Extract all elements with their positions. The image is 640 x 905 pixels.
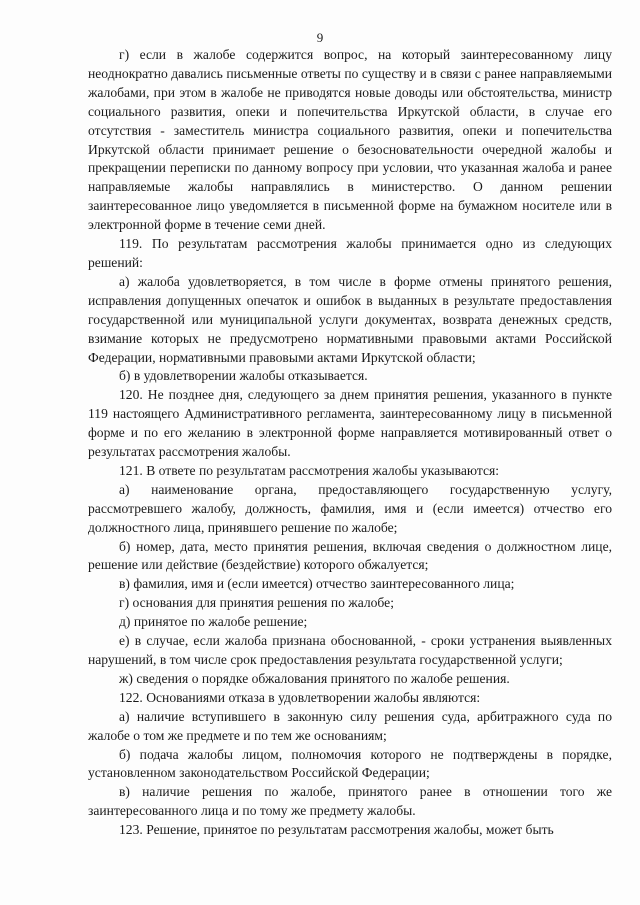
paragraph-122-b: б) подача жалобы лицом, полномочия которого не подтверждены в порядке, установленном законодательством Российской Федерации;	[88, 746, 612, 781]
paragraph-121-a: а) наименование органа, предоставляющего государственную услугу, рассмотревшего жалобу, должность, фамилия, имя и (если имеется) отчество его должностного лица, принявшего решение по жалобе;	[88, 481, 612, 535]
paragraph-119: 119. По результатам рассмотрения жалобы принимается одно из следующих решений:	[88, 236, 612, 270]
paragraph-119-a: а) жалоба удовлетворяется, в том числе в форме отмены принятого решения, исправления допущенных опечаток и ошибок в выданных в результате предоставления государственной или муниципальной услуги документах, возврата денежных средств, взимание которых не предусмотрено нормативными правовыми актами Российской Федерации, нормативными правовыми актами Иркутской области;	[88, 273, 612, 365]
paragraph-119-b: б) в удовлетворении жалобы отказывается.	[119, 368, 368, 384]
paragraph-122-a: а) наличие вступившего в законную силу решения суда, арбитражного суда по жалобе о том же предмете и по тем же основаниям;	[88, 708, 612, 743]
page-number: 9	[316, 30, 324, 45]
paragraph-122-v: в) наличие решения по жалобе, принятого ранее в отношении того же заинтересованного лица и по тому же предмету жалобы.	[88, 784, 612, 819]
paragraph-121-b: б) номер, дата, место принятия решения, включая сведения о должностном лице, решение или действие (бездействие) которого обжалуется;	[88, 538, 612, 573]
paragraph-121-g: г) основания для принятия решения по жалобе;	[119, 595, 394, 611]
document-body	[88, 46, 612, 840]
paragraph-121-zh: ж) сведения о порядке обжалования принятого по жалобе решения.	[119, 670, 510, 686]
paragraph-118-g: г) если в жалобе содержится вопрос, на который заинтересованному лицу неоднократно давались письменные ответы по существу и в связи с ранее направляемыми жалобами, при этом в жалобе не приводятся новые доводы или обстоятельства, министр социального развития, опеки и попечительства Иркутской области, в случае его отсутствия - заместитель министра социального развития, опеки и попечительства Иркутской области принимает решение о безосновательности очередной жалобы и прекращении переписки по данному вопросу при условии, что указанная жалоба и ранее направляемые жалобы направлялись в министерство. О данном решении заинтересованное лицо уведомляется в письменной форме на бумажном носителе или в электронной форме в течение семи дней.	[88, 47, 612, 233]
paragraph-121-v: в) фамилия, имя и (если имеется) отчество заинтересованного лица;	[119, 576, 515, 592]
paragraph-122: 122. Основаниями отказа в удовлетворении жалобы являются:	[119, 689, 481, 705]
paragraph-121-e: е) в случае, если жалоба признана обоснованной, - сроки устранения выявленных нарушений, в том числе срок предоставления результата государственной услуги;	[88, 633, 612, 667]
paragraph-121-d: д) принятое по жалобе решение;	[119, 614, 308, 630]
paragraph-121: 121. В ответе по результатам рассмотрения жалобы указываются:	[119, 462, 500, 478]
paragraph-120: 120. Не позднее дня, следующего за днем принятия решения, указанного в пункте 119 настоящего Административного регламента, заинтересованному лицу в письменной форме и по его желанию в электронной форме направляется мотивированный ответ о результатах рассмотрения жалобы.	[88, 387, 612, 460]
paragraph-123: 123. Решение, принятое по результатам рассмотрения жалобы, может быть	[119, 822, 554, 838]
